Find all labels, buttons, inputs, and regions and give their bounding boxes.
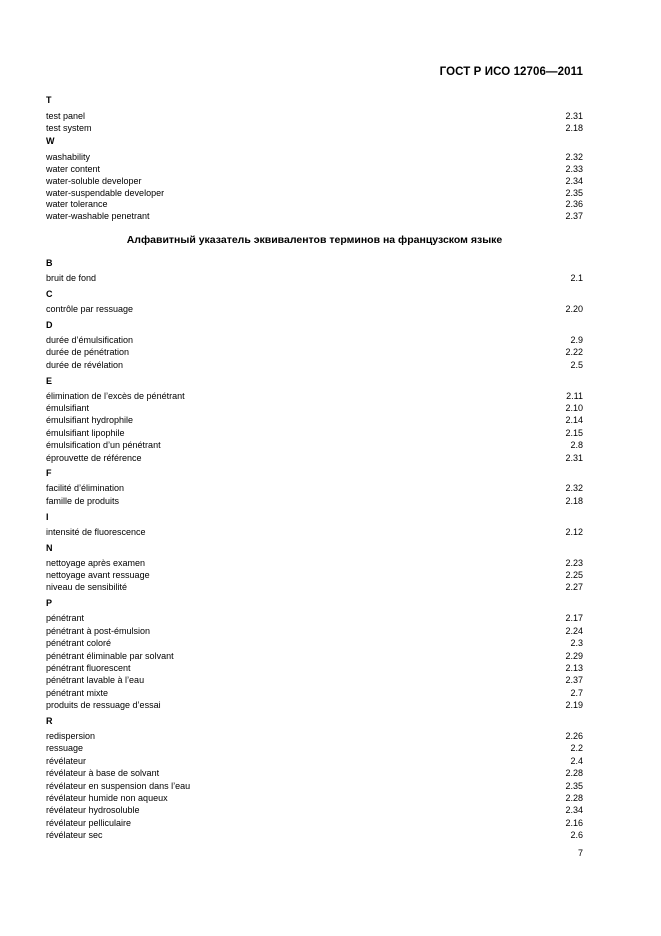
index-entry: [46, 792, 583, 804]
index-letter-heading: R: [46, 716, 53, 726]
index-entry: [46, 346, 583, 358]
index-term: révélateur sec: [46, 830, 103, 841]
index-entry: [46, 557, 583, 569]
index-entry: [46, 767, 583, 779]
index-term: water tolerance: [46, 199, 108, 210]
index-reference: 2.12: [565, 526, 583, 537]
index-reference: 2.36: [565, 199, 583, 210]
document-code-header: ГОСТ Р ИСО 12706—2011: [439, 66, 583, 78]
index-term: pénétrant: [46, 613, 85, 624]
index-entry: [46, 198, 583, 210]
index-term: révélateur en suspension dans l’eau: [46, 780, 191, 791]
index-reference: 2.35: [565, 780, 583, 791]
index-term: pénétrant lavable à l’eau: [46, 675, 145, 686]
index-reference: 2.34: [565, 175, 583, 186]
index-term: émulsification d’un pénétrant: [46, 440, 161, 451]
index-reference: 2.23: [565, 557, 583, 568]
index-entry: [46, 414, 583, 426]
index-entry: [46, 650, 583, 662]
index-term: redispersion: [46, 731, 96, 741]
index-entry: [46, 569, 583, 581]
index-entry: [46, 687, 583, 699]
index-letter-heading: T: [46, 95, 52, 105]
index-reference: 2.22: [565, 347, 583, 358]
index-letter-heading: N: [46, 542, 53, 553]
index-entry: [46, 427, 583, 439]
index-entry: [46, 804, 583, 816]
index-reference: 2.37: [565, 675, 583, 686]
index-reference: 2.28: [565, 793, 583, 803]
index-entry: [46, 151, 583, 163]
index-reference: 2.31: [565, 452, 583, 463]
index-reference: 2.19: [565, 700, 583, 711]
index-entry: [46, 730, 583, 742]
index-term: pénétrant mixte: [46, 687, 109, 698]
index-reference: 2.26: [565, 731, 583, 741]
index-reference: 2.32: [565, 152, 583, 163]
index-entry: [46, 699, 583, 711]
index-letter-heading: P: [46, 598, 53, 609]
index-entry: [46, 334, 583, 346]
index-letter-heading: C: [46, 288, 53, 299]
index-term: water-washable penetrant: [46, 210, 150, 221]
index-term: washability: [46, 152, 91, 163]
index-entry: [46, 829, 583, 841]
index-reference: 2.31: [565, 111, 583, 121]
index-term: produits de ressuage d’essai: [46, 700, 161, 711]
index-reference: 2.15: [565, 427, 583, 438]
index-reference: 2.24: [565, 625, 583, 636]
index-reference: 2.18: [565, 495, 583, 506]
index-entry: [46, 359, 583, 371]
index-term: water-suspendable developer: [46, 187, 165, 198]
index-term: ressuage: [46, 743, 84, 754]
index-entry: [46, 452, 583, 464]
index-reference: 2.28: [565, 768, 583, 779]
index-term: famille de produits: [46, 495, 120, 506]
index-term: facilité d’élimination: [46, 483, 125, 494]
index-term: révélateur: [46, 755, 87, 766]
page-number: 7: [577, 848, 583, 858]
index-term: nettoyage avant ressuage: [46, 570, 150, 580]
index-term: bruit de fond: [46, 273, 97, 283]
index-term: durée de révélation: [46, 359, 124, 370]
index-entry: [46, 817, 583, 829]
index-entry: [46, 163, 583, 175]
index-reference: 2.13: [565, 662, 583, 673]
index-entry: [46, 210, 583, 222]
index-reference: 2.14: [565, 415, 583, 426]
index-entry: [46, 402, 583, 414]
index-reference: 2.5: [570, 359, 583, 370]
index-reference: 2.37: [565, 210, 583, 221]
index-reference: 2.6: [570, 830, 583, 841]
index-entry: [46, 187, 583, 199]
index-term: élimination de l’excès de pénétrant: [46, 390, 185, 401]
index-term: éprouvette de référence: [46, 452, 142, 463]
index-term: nettoyage après examen: [46, 557, 146, 568]
index-entry: [46, 110, 583, 122]
index-entry: [46, 303, 583, 315]
index-letter-heading: F: [46, 468, 52, 479]
index-term: niveau de sensibilité: [46, 582, 128, 593]
index-term: révélateur humide non aqueux: [46, 793, 168, 803]
index-entry: [46, 662, 583, 674]
index-letter-heading: W: [46, 136, 55, 147]
index-entry: [46, 495, 583, 507]
index-term: durée de pénétration: [46, 347, 130, 358]
index-entry: [46, 526, 583, 538]
index-term: pénétrant fluorescent: [46, 662, 131, 673]
index-reference: 2.25: [565, 570, 583, 580]
index-entry: [46, 637, 583, 649]
index-letter-heading: I: [46, 511, 49, 522]
index-term: révélateur à base de solvant: [46, 768, 160, 779]
index-term: pénétrant coloré: [46, 638, 112, 649]
index-term: contrôle par ressuage: [46, 303, 134, 314]
index-reference: 2.7: [570, 687, 583, 698]
index-reference: 2.35: [565, 187, 583, 198]
index-entry: [46, 612, 583, 624]
index-term: émulsifiant: [46, 402, 90, 413]
index-reference: 2.8: [570, 440, 583, 451]
index-reference: 2.32: [565, 483, 583, 494]
index-entry: [46, 122, 583, 134]
index-reference: 2.20: [565, 303, 583, 314]
index-term: water-soluble developer: [46, 175, 142, 186]
index-entry: [46, 742, 583, 754]
index-reference: 2.10: [565, 402, 583, 413]
index-term: émulsifiant lipophile: [46, 427, 125, 438]
index-entry: [46, 482, 583, 494]
index-letter-heading: E: [46, 375, 53, 386]
index-reference: 2.9: [570, 334, 583, 345]
index-reference: 2.4: [570, 755, 583, 766]
index-reference: 2.16: [565, 817, 583, 828]
index-letter-heading: B: [46, 258, 53, 268]
index-entry: [46, 780, 583, 792]
index-entry: [46, 674, 583, 686]
index-reference: 2.27: [565, 582, 583, 593]
index-term: révélateur pelliculaire: [46, 817, 132, 828]
index-reference: 2.18: [565, 122, 583, 133]
index-term: test panel: [46, 111, 86, 121]
index-term: test system: [46, 122, 92, 133]
index-letter-heading: D: [46, 319, 53, 330]
index-reference: 2.11: [566, 390, 583, 401]
index-entry: [46, 755, 583, 767]
index-term: émulsifiant hydrophile: [46, 415, 134, 426]
index-entry: [46, 390, 583, 402]
index-term: water content: [46, 164, 101, 175]
index-term: pénétrant éliminable par solvant: [46, 650, 174, 661]
index-entry: [46, 625, 583, 637]
index-reference: 2.2: [570, 743, 583, 754]
index-reference: 2.1: [570, 273, 583, 283]
index-reference: 2.33: [565, 164, 583, 175]
index-entry: [46, 439, 583, 451]
index-term: révélateur hydrosoluble: [46, 805, 140, 816]
index-reference: 2.34: [565, 805, 583, 816]
index-entry: [46, 175, 583, 187]
index-reference: 2.17: [565, 613, 583, 624]
index-term: pénétrant à post-émulsion: [46, 625, 151, 636]
index-entry: [46, 272, 583, 284]
index-reference: 2.29: [565, 650, 583, 661]
index-term: intensité de fluorescence: [46, 526, 146, 537]
index-reference: 2.3: [570, 638, 583, 649]
french-index-title: Алфавитный указатель эквивалентов терминов на французском языке: [126, 234, 503, 246]
index-entry: [46, 581, 583, 593]
index-term: durée d’émulsification: [46, 334, 134, 345]
